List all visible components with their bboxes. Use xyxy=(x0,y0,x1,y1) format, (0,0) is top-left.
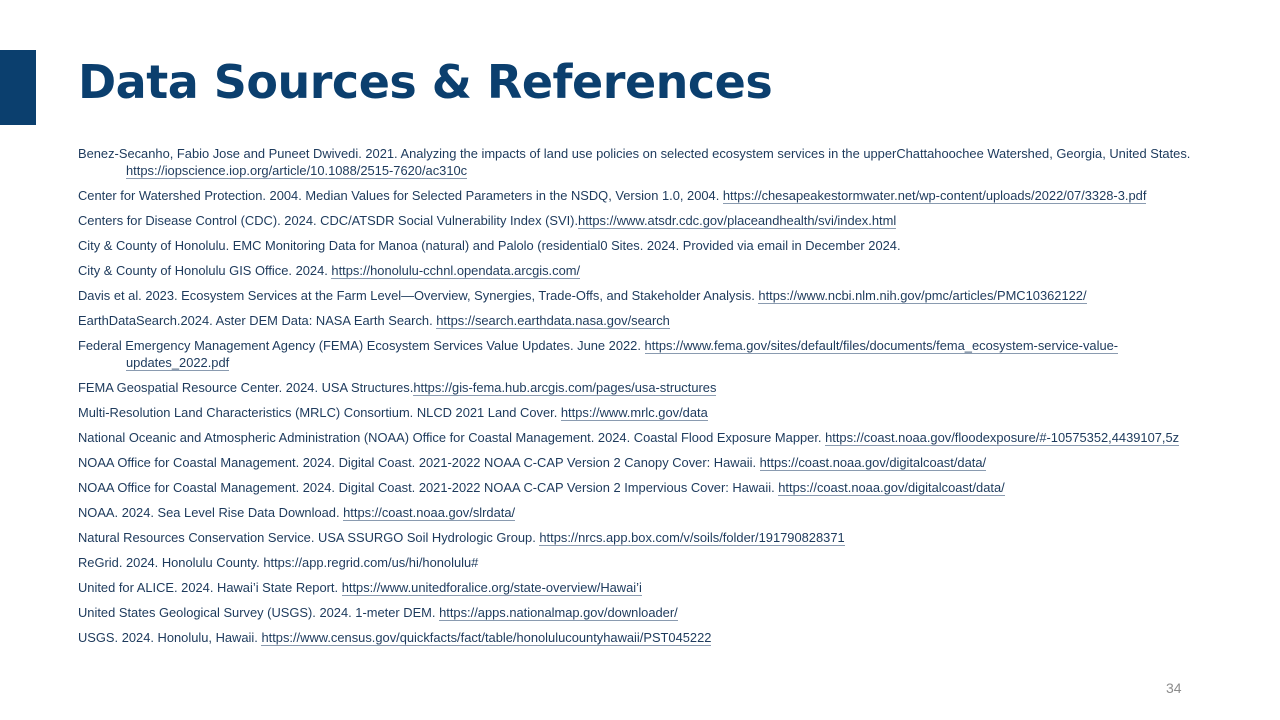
reference-item xyxy=(78,629,1218,646)
reference-item xyxy=(78,237,1218,254)
reference-text: Centers for Disease Control (CDC). 2024. CDC/ATSDR Social Vulnerability Index (SVI). xyxy=(78,213,579,228)
title-accent-bar xyxy=(0,50,36,125)
reference-text: City & County of Honolulu. EMC Monitoring Data for Manoa (natural) and Palolo (residential0 Sites. 2024. Provided via email in December 2024. xyxy=(78,238,901,253)
reference-text: Center for Watershed Protection. 2004. Median Values for Selected Parameters in the NSDQ, Version 1.0, 2004. xyxy=(78,188,723,203)
reference-text: ReGrid. 2024. Honolulu County. https://app.regrid.com/us/hi/honolulu# xyxy=(78,555,479,570)
reference-item xyxy=(78,604,1218,621)
reference-link[interactable]: https://honolulu-cchnl.opendata.arcgis.com/ xyxy=(331,263,581,278)
reference-text: Federal Emergency Management Agency (FEMA) Ecosystem Services Value Updates. June 2022. xyxy=(78,338,645,353)
reference-item xyxy=(78,554,1218,571)
reference-item xyxy=(78,145,1218,179)
reference-link[interactable]: https://iopscience.iop.org/article/10.1088/2515-7620/ac310c xyxy=(126,163,468,178)
reference-link[interactable]: https://apps.nationalmap.gov/downloader/ xyxy=(439,605,678,620)
reference-item xyxy=(78,504,1218,521)
reference-item xyxy=(78,287,1218,304)
reference-text: Natural Resources Conservation Service. USA SSURGO Soil Hydrologic Group. xyxy=(78,530,540,545)
reference-item xyxy=(78,579,1218,596)
reference-link[interactable]: https://www.mrlc.gov/data xyxy=(560,405,708,420)
reference-link[interactable]: https://www.unitedforalice.org/state-overview/Hawai’i xyxy=(341,580,642,595)
reference-text: United for ALICE. 2024. Hawai’i State Report. xyxy=(78,580,342,595)
reference-link[interactable]: https://coast.noaa.gov/digitalcoast/data/ xyxy=(759,455,987,470)
reference-item xyxy=(78,429,1218,446)
reference-text: FEMA Geospatial Resource Center. 2024. USA Structures. xyxy=(78,380,414,395)
reference-item xyxy=(78,529,1218,546)
reference-text: EarthDataSearch.2024. Aster DEM Data: NASA Earth Search. xyxy=(78,313,437,328)
reference-item xyxy=(78,479,1218,496)
reference-link[interactable]: https://www.ncbi.nlm.nih.gov/pmc/articles/PMC10362122/ xyxy=(758,288,1087,303)
reference-link[interactable]: https://coast.noaa.gov/digitalcoast/data/ xyxy=(778,480,1005,495)
reference-link[interactable]: https://www.fema.gov/sites/default/files/documents/fema_ecosystem-service-value-updates_2022.pdf xyxy=(126,338,1119,370)
reference-text: USGS. 2024. Honolulu, Hawaii. xyxy=(78,630,262,645)
reference-link[interactable]: https://gis-fema.hub.arcgis.com/pages/usa-structures xyxy=(413,380,717,395)
reference-text: National Oceanic and Atmospheric Administration (NOAA) Office for Coastal Management. 2024. Coastal Flood Exposure Mapper. xyxy=(78,430,826,445)
reference-item xyxy=(78,454,1218,471)
reference-item xyxy=(78,379,1218,396)
reference-text: Multi-Resolution Land Characteristics (MRLC) Consortium. NLCD 2021 Land Cover. xyxy=(78,405,561,420)
reference-link[interactable]: https://nrcs.app.box.com/v/soils/folder/191790828371 xyxy=(539,530,845,545)
page-number: 34 xyxy=(1166,680,1182,696)
reference-text: United States Geological Survey (USGS). 2024. 1-meter DEM. xyxy=(78,605,440,620)
reference-link[interactable]: https://chesapeakestormwater.net/wp-content/uploads/2022/07/3328-3.pdf xyxy=(722,188,1147,203)
reference-link[interactable]: https://coast.noaa.gov/floodexposure/#-10575352,4439107,5z xyxy=(825,430,1180,445)
reference-link[interactable]: https://coast.noaa.gov/slrdata/ xyxy=(343,505,516,520)
reference-item xyxy=(78,212,1218,229)
reference-text: NOAA Office for Coastal Management. 2024. Digital Coast. 2021-2022 NOAA C-CAP Version 2 Canopy Cover: Hawaii. xyxy=(78,455,760,470)
reference-text: NOAA Office for Coastal Management. 2024. Digital Coast. 2021-2022 NOAA C-CAP Version 2 Impervious Cover: Hawaii. xyxy=(78,480,779,495)
reference-item xyxy=(78,187,1218,204)
reference-text: Benez-Secanho, Fabio Jose and Puneet Dwivedi. 2021. Analyzing the impacts of land use policies on selected ecosystem services in the upperChattahoochee Watershed, Georgia, United States. xyxy=(78,146,1191,161)
reference-link[interactable]: https://search.earthdata.nasa.gov/search xyxy=(436,313,670,328)
reference-link[interactable]: https://www.census.gov/quickfacts/fact/table/honolulucountyhawaii/PST045222 xyxy=(261,630,712,645)
reference-list xyxy=(78,145,1218,654)
reference-link[interactable]: https://www.atsdr.cdc.gov/placeandhealth/svi/index.html xyxy=(578,213,897,228)
reference-text: Davis et al. 2023. Ecosystem Services at the Farm Level—Overview, Synergies, Trade-Offs, and Stakeholder Analysis. xyxy=(78,288,759,303)
slide-title: Data Sources & References xyxy=(78,55,773,109)
reference-item xyxy=(78,337,1218,371)
reference-text: City & County of Honolulu GIS Office. 2024. xyxy=(78,263,332,278)
reference-text: NOAA. 2024. Sea Level Rise Data Download. xyxy=(78,505,344,520)
reference-item xyxy=(78,262,1218,279)
reference-item xyxy=(78,312,1218,329)
reference-item xyxy=(78,404,1218,421)
